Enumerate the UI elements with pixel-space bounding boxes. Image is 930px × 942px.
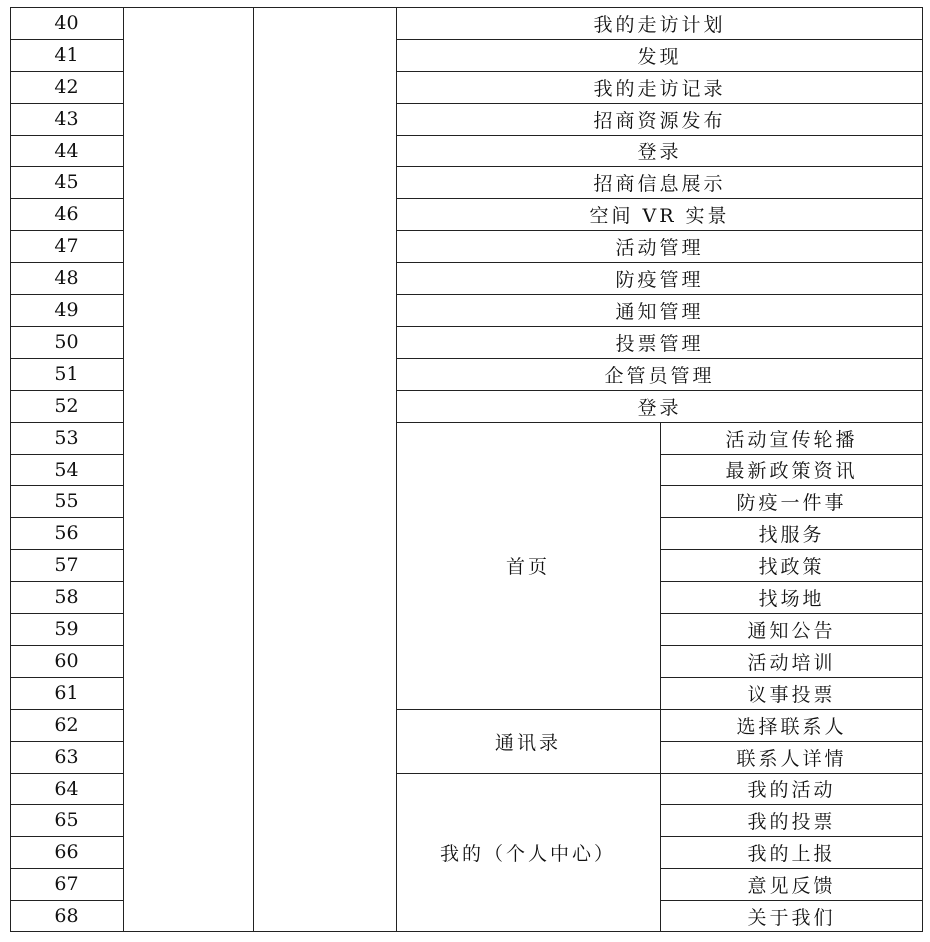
row-number: 54 [54, 458, 79, 481]
group-label: 首页 [505, 556, 550, 578]
row-label: 意见反馈 [747, 874, 836, 897]
row-number: 50 [54, 331, 79, 353]
row-label: 活动管理 [615, 236, 704, 259]
row-number: 47 [54, 235, 79, 257]
group-label: 通讯录 [494, 731, 561, 754]
column-divider [123, 7, 124, 932]
row-label: 登录 [637, 396, 682, 419]
row-label: 找场地 [758, 587, 825, 610]
row-number: 40 [54, 12, 79, 34]
row-number: 53 [54, 427, 79, 449]
row-number: 43 [54, 108, 79, 130]
row-number: 61 [54, 682, 79, 704]
row-number: 65 [54, 809, 79, 831]
row-label: 关于我们 [747, 906, 836, 929]
row-label: 我的上报 [747, 842, 836, 865]
row-label: 招商信息展示 [593, 172, 726, 195]
row-number: 58 [54, 586, 79, 608]
row-label: 选择联系人 [736, 715, 847, 738]
row-label: 我的活动 [747, 779, 836, 801]
row-label: 防疫一件事 [736, 491, 847, 514]
row-label: 发现 [637, 45, 682, 68]
row-number: 63 [54, 746, 79, 768]
column-divider [253, 7, 254, 932]
row-label: 通知管理 [615, 300, 704, 323]
row-number: 67 [54, 873, 79, 895]
row-number: 48 [54, 267, 79, 289]
row-number: 46 [54, 203, 79, 225]
row-label: 我的走访记录 [593, 77, 726, 100]
row-label: 议事投票 [747, 683, 836, 706]
row-label: 通知公告 [747, 619, 836, 642]
row-label: 投票管理 [615, 332, 704, 355]
row-label: 防疫管理 [615, 268, 704, 291]
row-label: 活动培训 [747, 651, 836, 674]
row-number: 42 [54, 76, 79, 98]
row-label: 找政策 [758, 555, 825, 578]
row-number: 60 [54, 650, 79, 672]
row-number: 55 [54, 490, 79, 512]
row-label: 活动宣传轮播 [725, 428, 858, 451]
row-label: 找服务 [758, 523, 825, 546]
row-number: 68 [54, 905, 79, 927]
row-number: 51 [54, 363, 79, 385]
row-label: 招商资源发布 [593, 109, 726, 132]
row-number: 66 [54, 841, 79, 863]
row-number: 57 [54, 554, 79, 576]
row-number: 41 [54, 44, 79, 66]
row-label: 我的投票 [747, 810, 836, 833]
row-number: 52 [54, 395, 79, 417]
row-number: 62 [54, 714, 79, 736]
row-label: 联系人详情 [736, 747, 847, 770]
row-number: 59 [54, 618, 79, 640]
row-label: 登录 [637, 141, 682, 163]
row-number: 64 [54, 777, 79, 800]
group-label: 我的（个人中心） [439, 843, 616, 865]
function-table [10, 7, 923, 932]
row-label: 最新政策资讯 [725, 460, 858, 482]
row-label: 我的走访计划 [593, 13, 726, 36]
row-label: 企管员管理 [604, 364, 715, 387]
row-label: 空间 VR 实景 [589, 204, 730, 227]
row-number: 44 [54, 139, 79, 162]
row-number: 49 [54, 299, 79, 321]
row-number: 45 [54, 171, 79, 193]
row-number: 56 [54, 522, 79, 544]
